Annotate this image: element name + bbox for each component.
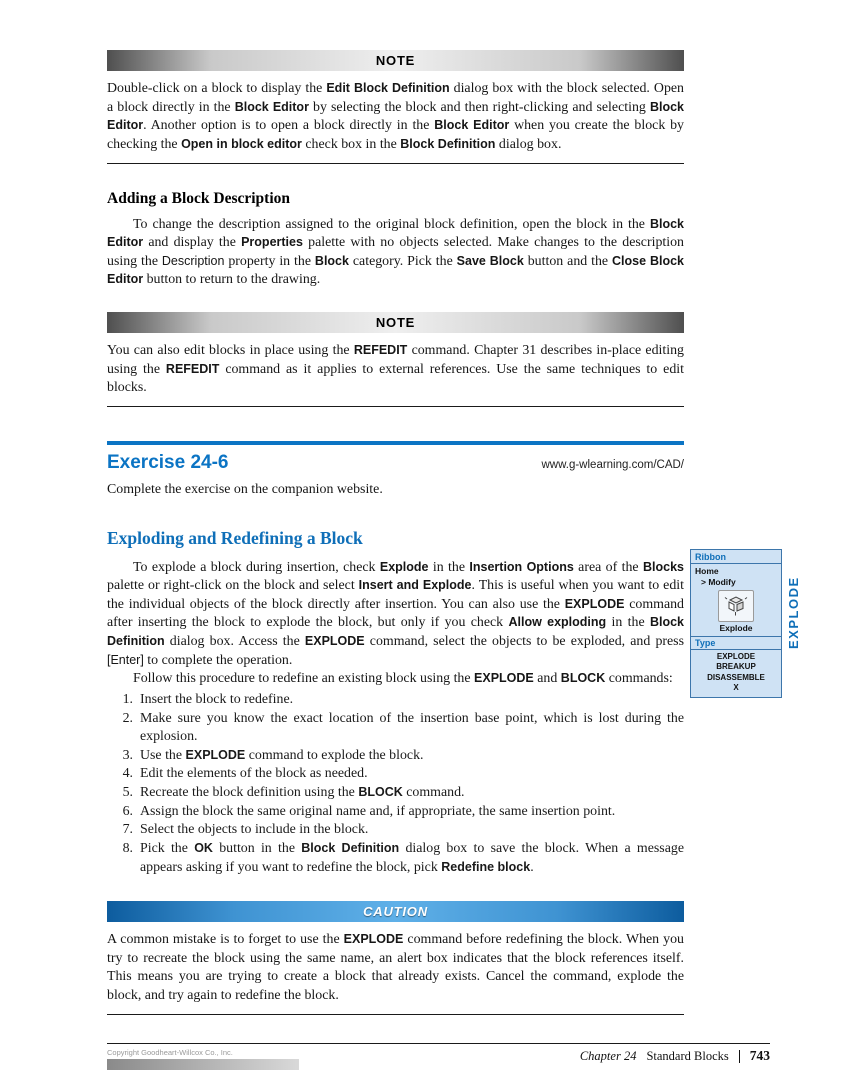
- horizontal-rule: [107, 1014, 684, 1015]
- section-paragraph: Follow this procedure to redefine an existing block using the EXPLODE and BLOCK commands:: [133, 671, 673, 687]
- footer-divider: [739, 1050, 740, 1063]
- explode-icon: [723, 594, 749, 618]
- type-command: EXPLODE: [716, 652, 756, 661]
- list-text: Use the EXPLODE command to explode the block.: [140, 747, 424, 763]
- list-number: 5.: [122, 785, 133, 800]
- horizontal-rule: [107, 163, 684, 164]
- note-body: You can also edit blocks in place using the REFEDIT command. Chapter 31 describes in-place editing using the REFEDIT command as it applies to external references. Use the same techniques to edit blocks.: [107, 343, 684, 396]
- exercise-instruction: Complete the exercise on the companion website.: [107, 481, 383, 497]
- list-text: Recreate the block definition using the BLOCK command.: [140, 785, 465, 800]
- list-text: Edit the elements of the block as needed.: [140, 766, 368, 782]
- footer-chapter-label: Chapter 24: [579, 1049, 637, 1063]
- list-number: 8.: [122, 840, 133, 856]
- type-section-header: Type: [691, 636, 781, 650]
- section-exploding-redefining: [107, 528, 684, 878]
- exercise-block: [107, 441, 684, 500]
- note-banner: [107, 50, 684, 71]
- list-item: [107, 691, 684, 710]
- note-banner: [107, 312, 684, 333]
- list-text: Select the objects to include in the block.: [140, 822, 369, 838]
- explode-button: [718, 590, 754, 622]
- ribbon-panel-name: > Modify: [701, 577, 736, 587]
- section-paragraph: To explode a block during insertion, check Explode in the Insertion Options area of the Blocks palette or right-click on the block and select Insert and Explode. This is useful when you want to edit the individual objects of the block directly after insertion. You can also use the EXPLODE command after inserting the block to explode the block, but only if you check Allow exploding in the Block Definition dialog box. Access the EXPLODE command, select the objects to be exploded, and press [Enter] to complete the operation.: [107, 559, 684, 668]
- footer-rule: [107, 1043, 770, 1044]
- list-text: Pick the OK button in the Block Definition dialog box to save the block. When a message appears asking if you want to redefine the block, pick Redefine block.: [140, 840, 684, 875]
- footer-folio: [580, 1048, 770, 1064]
- type-command: X: [733, 683, 739, 693]
- caution-banner: [107, 901, 684, 922]
- procedure-list: [107, 691, 684, 877]
- note-label: NOTE: [375, 53, 416, 68]
- list-item: [107, 784, 684, 803]
- exercise-title: Exercise 24-6: [107, 451, 229, 473]
- margin-tab-explode: EXPLODE: [786, 576, 801, 649]
- footer-chapter-title: Standard Blocks: [646, 1049, 729, 1063]
- horizontal-rule: [107, 406, 684, 407]
- list-item: [107, 821, 684, 840]
- main-column: [107, 50, 684, 1015]
- note-body: Double-click on a block to display the Edit Block Definition dialog box with the block selected. Open a block directly in the Block Editor by selecting the block and then right-clicking and selecting Block Editor. Another option is to open a block directly in the Block Editor when you create the block by checking the Open in block editor check box in the Block Definition dialog box.: [107, 81, 684, 152]
- footer-design-bar: [107, 1059, 299, 1070]
- list-item: [107, 710, 684, 747]
- list-item: [107, 765, 684, 784]
- list-number: 3.: [122, 747, 133, 763]
- list-text: Insert the block to redefine.: [140, 691, 294, 707]
- list-item: [107, 840, 684, 877]
- list-number: 2.: [122, 710, 133, 726]
- ribbon-reference-box: [690, 549, 782, 698]
- exercise-header-row: [107, 452, 684, 474]
- type-commands: [691, 650, 781, 697]
- list-item: [107, 747, 684, 766]
- ribbon-box-header: Ribbon: [691, 550, 781, 564]
- list-number: 1.: [122, 691, 133, 707]
- ribbon-tab-name: Home: [695, 566, 719, 576]
- list-number: 6.: [122, 803, 133, 819]
- section-adding-description: [107, 190, 684, 291]
- note-block-1: [107, 50, 684, 164]
- companion-url: www.g-wlearning.com/CAD/: [541, 458, 684, 471]
- section-heading: Adding a Block Description: [107, 189, 291, 207]
- footer-copyright: Copyright Goodheart-Willcox Co., Inc.: [107, 1048, 233, 1057]
- ribbon-button-label: Explode: [719, 623, 753, 633]
- note-label: NOTE: [375, 315, 416, 330]
- caution-block: [107, 901, 684, 1015]
- note-block-2: [107, 312, 684, 407]
- list-item: [107, 803, 684, 822]
- list-number: 4.: [122, 766, 133, 782]
- caution-body: A common mistake is to forget to use the EXPLODE command before redefining the block. When you try to recreate the block using the same name, an alert box indicates that the block references itself. This means you are trying to create a block that already exists. Cancel the command, explode the block, and try again to redefine the block.: [107, 932, 684, 1003]
- type-command: BREAKUP: [716, 662, 756, 672]
- footer-page-number: 743: [749, 1048, 770, 1063]
- section-paragraph: To change the description assigned to the original block definition, open the block in the Block Editor and display the Properties palette with no objects selected. Make changes to the description using the Description property in the Block category. Pick the Save Block button and the Close Block Editor button to return to the drawing.: [107, 216, 684, 288]
- list-text: Assign the block the same original name and, if appropriate, the same insertion point.: [140, 803, 616, 819]
- type-command: DISASSEMBLE: [707, 672, 765, 682]
- list-text: Make sure you know the exact location of the insertion base point, which is lost during the explosion.: [140, 710, 684, 745]
- list-number: 7.: [122, 822, 133, 838]
- caution-label: CAUTION: [363, 904, 428, 920]
- section-heading: Exploding and Redefining a Block: [107, 527, 363, 548]
